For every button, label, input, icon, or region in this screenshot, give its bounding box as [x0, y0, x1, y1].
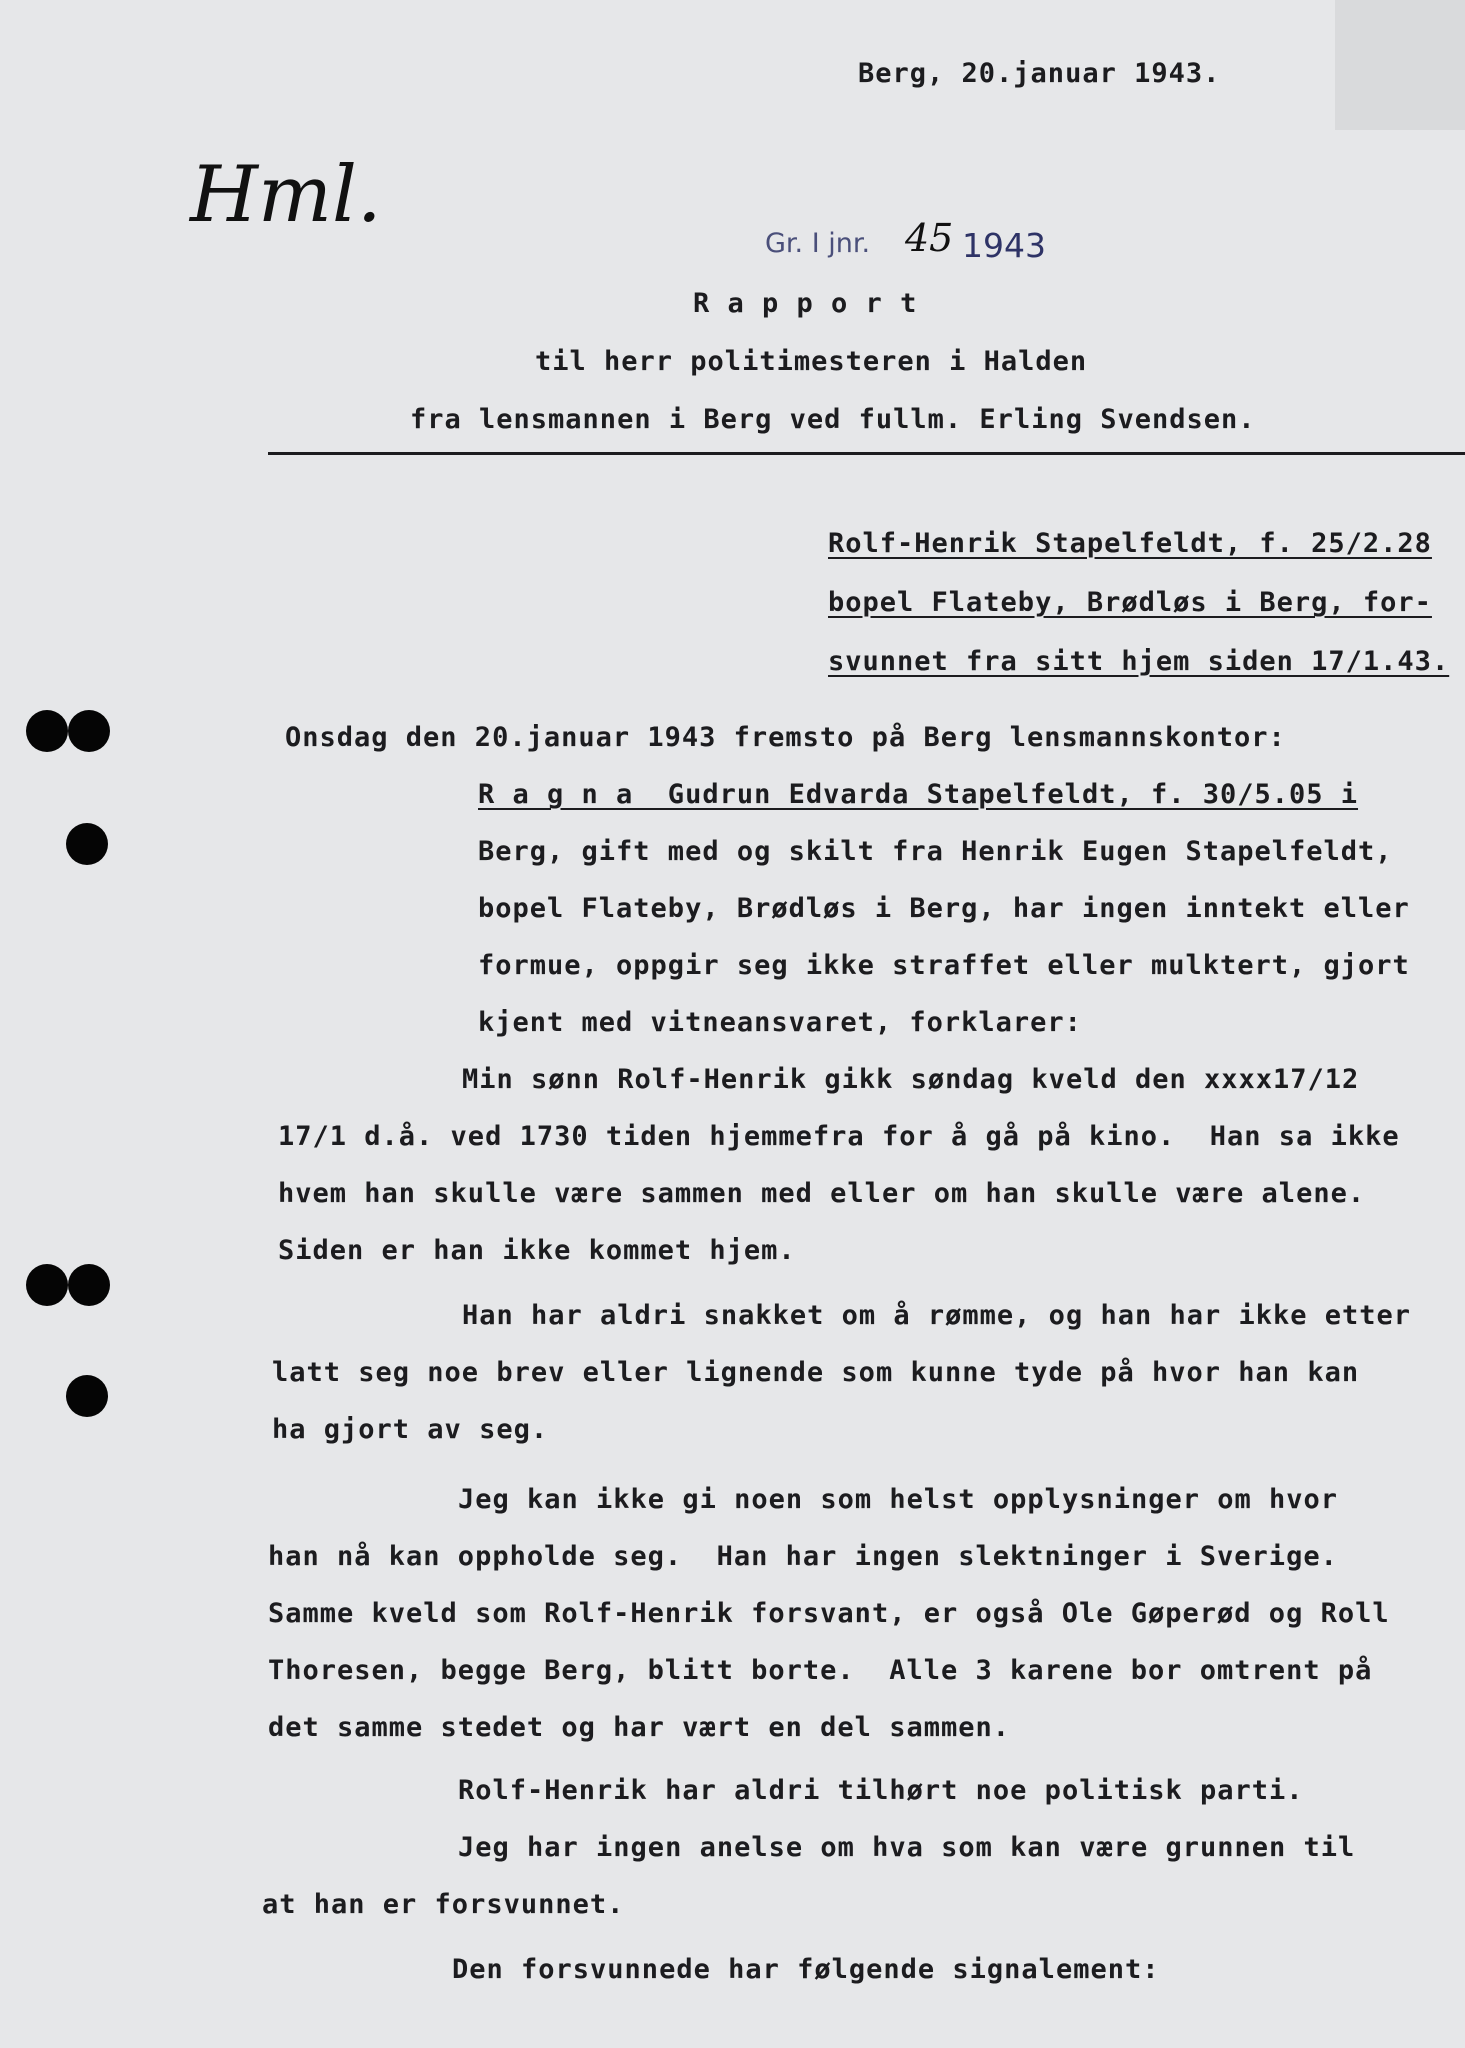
body-line: Jeg kan ikke gi noen som helst opplysninger om hvor [458, 1484, 1339, 1515]
punch-hole [66, 1375, 108, 1417]
witness-name: R a g n a Gudrun Edvarda Stapelfeldt, f. 30/5.05 i [478, 779, 1359, 810]
body-line: ha gjort av seg. [272, 1414, 549, 1445]
body-line: Samme kveld som Rolf-Henrik forsvant, er også Ole Gøperød og Roll [268, 1598, 1390, 1629]
body-line: at han er forsvunnet. [262, 1889, 625, 1920]
body-line: Jeg har ingen anelse om hva som kan være grunnen til [458, 1832, 1356, 1863]
body-line: Min sønn Rolf-Henrik gikk søndag kveld den xxxx17/12 [462, 1064, 1360, 1095]
witness-name-line [478, 779, 1358, 810]
body-line: Onsdag den 20.januar 1943 fremsto på Berg lensmannskontor: [285, 722, 1286, 753]
subject-line-2: bopel Flateby, Brødløs i Berg, for- [828, 587, 1432, 618]
report-sender: fra lensmannen i Berg ved fullm. Erling Svendsen. [410, 404, 1256, 435]
title-divider [268, 452, 1465, 455]
body-line: han nå kan oppholde seg. Han har ingen slektninger i Sverige. [268, 1541, 1338, 1572]
punch-hole [68, 1264, 110, 1306]
report-recipient: til herr politimesteren i Halden [535, 346, 1088, 377]
body-line: Rolf-Henrik har aldri tilhørt noe politisk parti. [458, 1775, 1304, 1806]
page-fold [1335, 0, 1465, 130]
body-line: det samme stedet og har vært en del sammen. [268, 1712, 1010, 1743]
document-date: Berg, 20.januar 1943. [858, 58, 1221, 89]
body-line: Han har aldri snakket om å rømme, og han har ikke etter [462, 1300, 1412, 1331]
subject-line-3: svunnet fra sitt hjem siden 17/1.43. [828, 646, 1450, 677]
punch-hole [68, 710, 110, 752]
punch-hole [26, 710, 68, 752]
handwritten-mark: Hml. [190, 150, 382, 240]
report-heading: R a p p o r t [693, 288, 918, 319]
body-line: Berg, gift med og skilt fra Henrik Eugen Stapelfeldt, [478, 836, 1393, 867]
journal-year: 1943 [962, 226, 1046, 265]
punch-hole [26, 1264, 68, 1306]
body-line: Thoresen, begge Berg, blitt borte. Alle 3 karene bor omtrent på [268, 1655, 1373, 1686]
subject-line-1: Rolf-Henrik Stapelfeldt, f. 25/2.28 [828, 528, 1432, 559]
body-line: 17/1 d.å. ved 1730 tiden hjemmefra for å gå på kino. Han sa ikke [278, 1121, 1400, 1152]
body-line: latt seg noe brev eller lignende som kunne tyde på hvor han kan [272, 1357, 1360, 1388]
journal-stamp-label: Gr. I jnr. [765, 228, 871, 259]
body-line: Den forsvunnede har følgende signalement: [452, 1954, 1160, 1985]
journal-number: 45 [905, 216, 954, 260]
body-line: Siden er han ikke kommet hjem. [278, 1235, 796, 1266]
body-line: formue, oppgir seg ikke straffet eller mulktert, gjort [478, 950, 1410, 981]
body-line: hvem han skulle være sammen med eller om han skulle være alene. [278, 1178, 1366, 1209]
body-line: bopel Flateby, Brødløs i Berg, har ingen inntekt eller [478, 893, 1410, 924]
body-line: kjent med vitneansvaret, forklarer: [478, 1007, 1082, 1038]
punch-hole [66, 823, 108, 865]
